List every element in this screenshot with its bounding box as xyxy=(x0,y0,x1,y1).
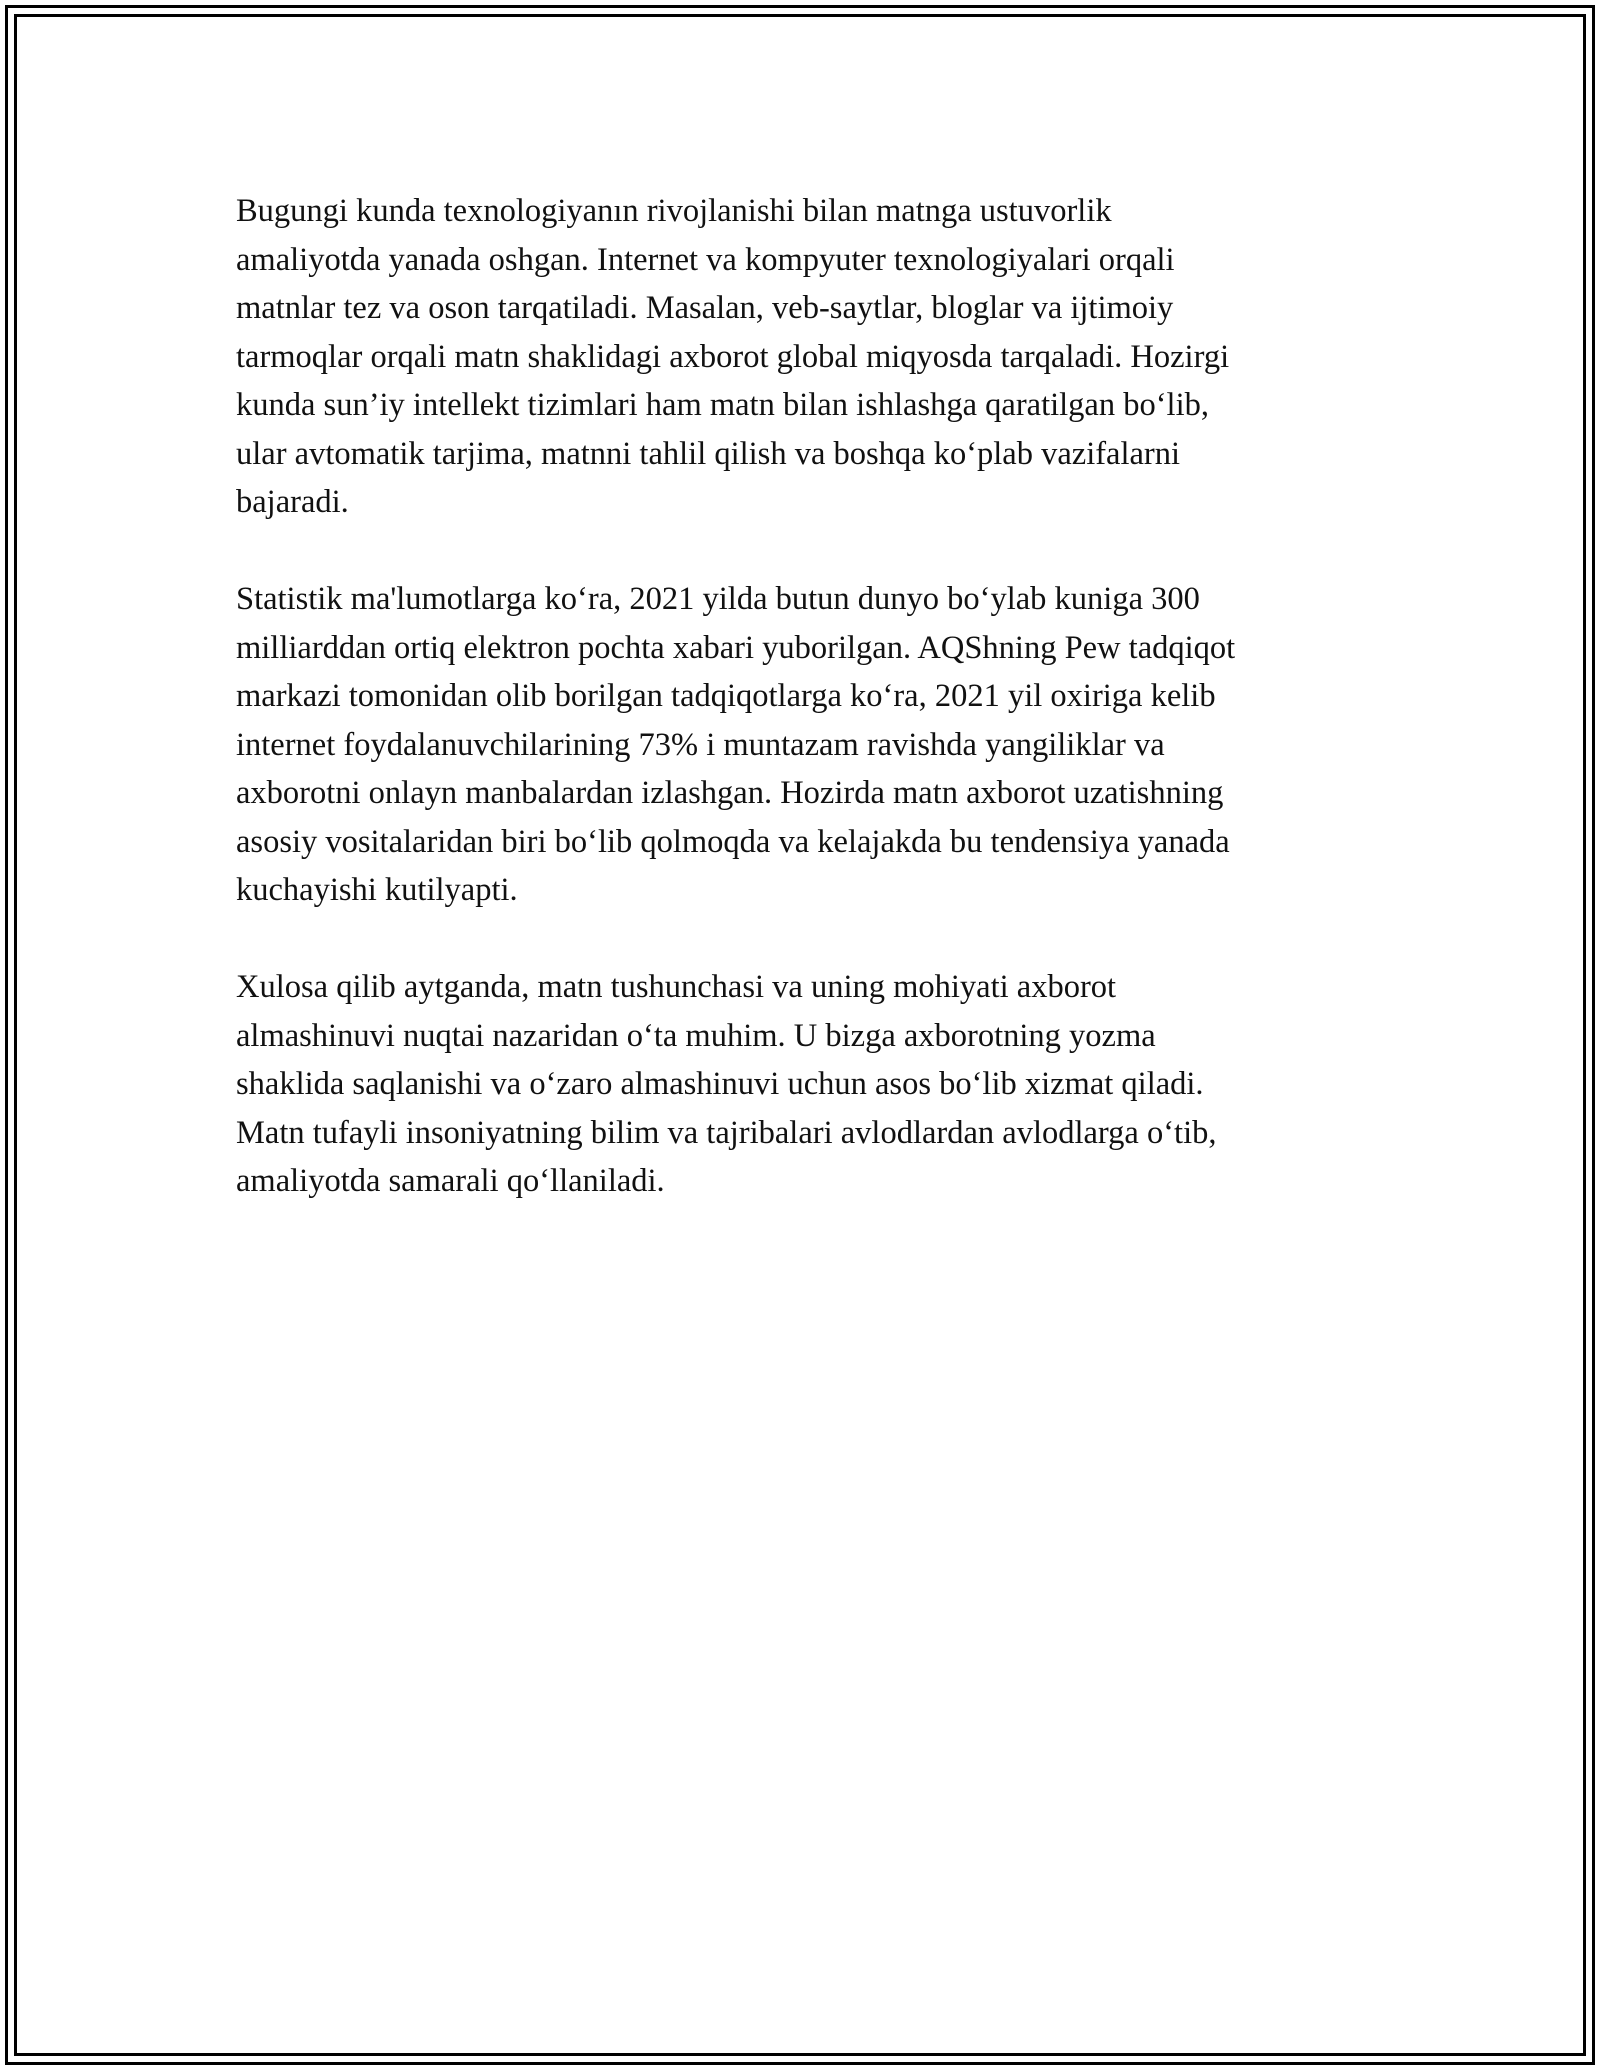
text-line: markazi tomonidan olib borilgan tadqiqotlarga ko‘ra, 2021 yil oxiriga kelib xyxy=(236,678,1216,714)
text-line: Bugungi kunda texnologiyanın rivojlanishi bilan matnga ustuvorlik xyxy=(236,193,1112,229)
text-line: kuchayishi kutilyapti. xyxy=(236,872,518,908)
text-line: Xulosa qilib aytganda, matn tushunchasi va uning mohiyati axborot xyxy=(236,969,1117,1005)
text-line: internet foydalanuvchilarining 73% i muntazam ravishda yangiliklar va xyxy=(236,726,1165,763)
text-line: matnlar tez va oson tarqatiladi. Masalan, veb-saytlar, bloglar va ijtimoiy xyxy=(236,290,1174,326)
text-line: Matn tufayli insoniyatning bilim va tajribalari avlodlardan avlodlarga o‘tib, xyxy=(236,1114,1217,1151)
paragraph-technology xyxy=(236,187,1376,527)
text-line: tarmoqlar orqali matn shaklidagi axborot global miqyosda tarqaladi. Hozirgi xyxy=(236,338,1230,375)
text-line: milliarddan ortiq elektron pochta xabari yuborilgan. AQShning Pew tadqiqot xyxy=(236,629,1236,666)
text-line: kunda sun’iy intellekt tizimlari ham matn bilan ishlashga qaratilgan bo‘lib, xyxy=(236,387,1209,423)
text-line: shaklida saqlanishi va o‘zaro almashinuvi uchun asos bo‘lib xizmat qiladi. xyxy=(236,1066,1204,1102)
text-line: Statistik ma'lumotlarga ko‘ra, 2021 yilda butun dunyo bo‘ylab kuniga 300 xyxy=(236,581,1200,617)
text-line: asosiy vositalaridan biri bo‘lib qolmoqda va kelajakda bu tendensiya yanada xyxy=(236,823,1230,860)
document-body xyxy=(236,187,1376,1254)
paragraph-conclusion xyxy=(236,963,1376,1206)
text-line: bajaradi. xyxy=(236,484,349,520)
text-line: axborotni onlayn manbalardan izlashgan. Hozirda matn axborot uzatishning xyxy=(236,775,1224,811)
text-line: ular avtomatik tarjima, matnni tahlil qilish va boshqa ko‘plab vazifalarni xyxy=(236,435,1181,472)
text-line: almashinuvi nuqtai nazaridan o‘ta muhim. U bizga axborotning yozma xyxy=(236,1017,1156,1054)
paragraph-statistics xyxy=(236,575,1376,915)
text-line: amaliyotda yanada oshgan. Internet va kompyuter texnologiyalari orqali xyxy=(236,241,1175,278)
text-line: amaliyotda samarali qo‘llaniladi. xyxy=(236,1163,665,1199)
